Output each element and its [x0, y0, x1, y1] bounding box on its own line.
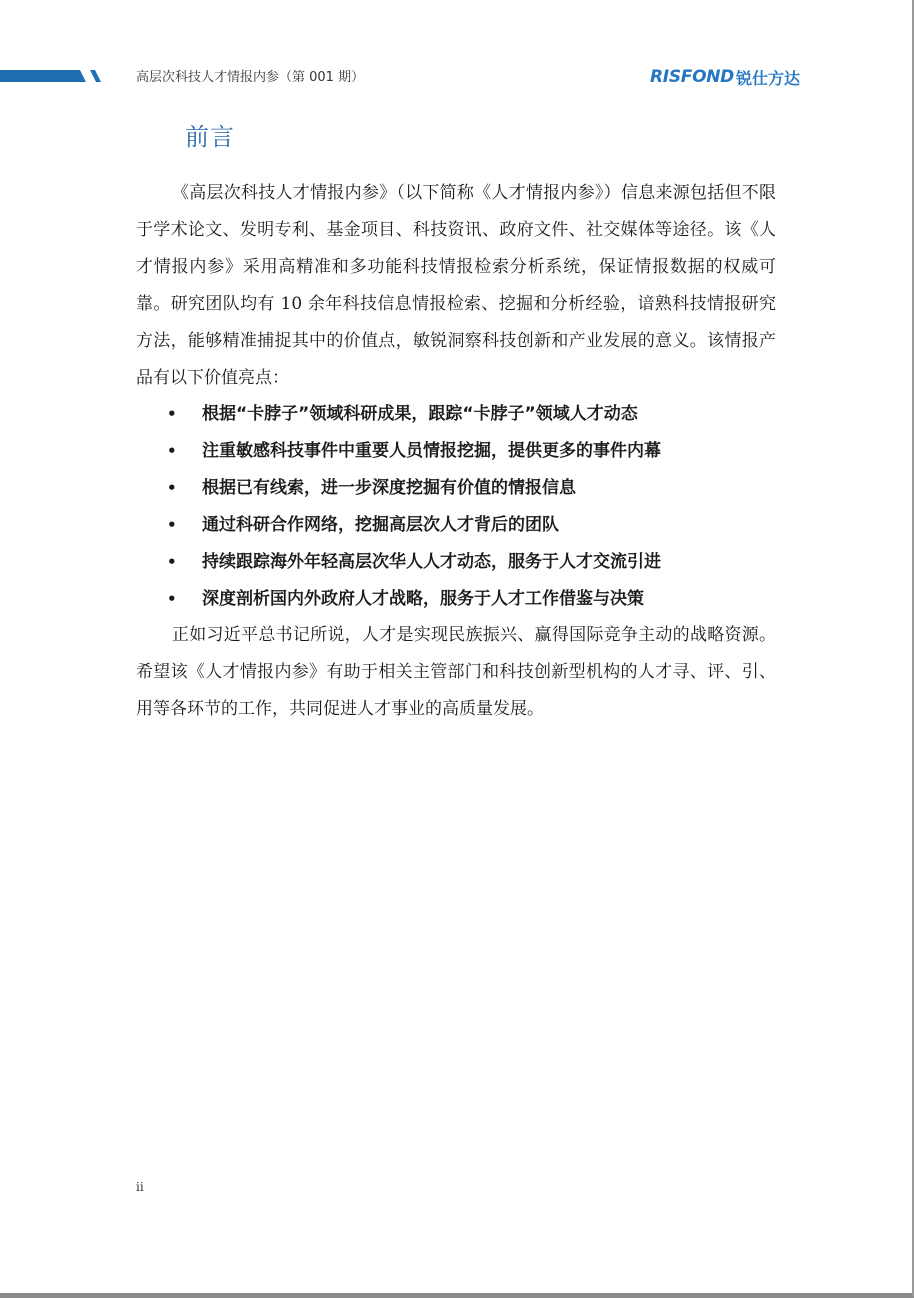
list-item-text: 根据已有线索，进一步深度挖掘有价值的情报信息 [202, 478, 576, 498]
list-item [136, 470, 776, 507]
bullet-icon: • [167, 516, 177, 534]
page-number: ii [136, 1180, 144, 1194]
bullet-icon: • [167, 553, 177, 571]
header-accent-bar [0, 69, 112, 83]
list-item-text: 通过科研合作网络，挖掘高层次人才背后的团队 [202, 515, 559, 535]
list-item [136, 433, 776, 470]
preface-paragraph-2: 正如习近平总书记所说，人才是实现民族振兴、赢得国际竞争主动的战略资源。希望该《人才情报内参》有助于相关主管部门和科技创新型机构的人才寻、评、引、用等各环节的工作，共同促进人才事业的高质量发展。 [136, 625, 776, 719]
list-item [136, 507, 776, 544]
preface-title: 前言 [185, 123, 235, 151]
bullet-icon: • [167, 405, 177, 423]
list-item-text: 持续跟踪海外年轻高层次华人人才动态，服务于人才交流引进 [202, 552, 661, 572]
logo-chinese-text: 锐仕方达 [735, 68, 800, 88]
company-logo [650, 64, 800, 90]
list-item [136, 396, 776, 433]
list-item-text: 注重敏感科技事件中重要人员情报挖掘，提供更多的事件内幕 [202, 441, 661, 461]
logo-text: RISFOND [650, 67, 734, 87]
list-item-text: 深度剖析国内外政府人才战略，服务于人才工作借鉴与决策 [202, 589, 644, 609]
list-item [136, 544, 776, 581]
bullet-icon: • [167, 590, 177, 608]
highlight-list [136, 396, 776, 618]
bullet-icon: • [167, 479, 177, 497]
list-item-text: 根据“卡脖子”领域科研成果，跟踪“卡脖子”领域人才动态 [202, 404, 638, 424]
bullet-icon: • [167, 442, 177, 460]
preface-paragraph-1: 《高层次科技人才情报内参》（以下简称《人才情报内参》）信息来源包括但不限于学术论文、发明专利、基金项目、科技资讯、政府文件、社交媒体等途径。该《人才情报内参》采用高精准和多功能科技情报检索分析系统，保证情报数据的权威可靠。研究团队均有 10 余年科技信息情报检索、挖掘和分析经验，谙熟科技情报研究方法，能够精准捕捉其中的价值点，敏锐洞察科技创新和产业发展的意义。该情报产品有以下价值亮点： [136, 183, 776, 388]
header-title: 高层次科技人才情报内参（第 001 期） [136, 70, 365, 85]
list-item [136, 581, 776, 618]
